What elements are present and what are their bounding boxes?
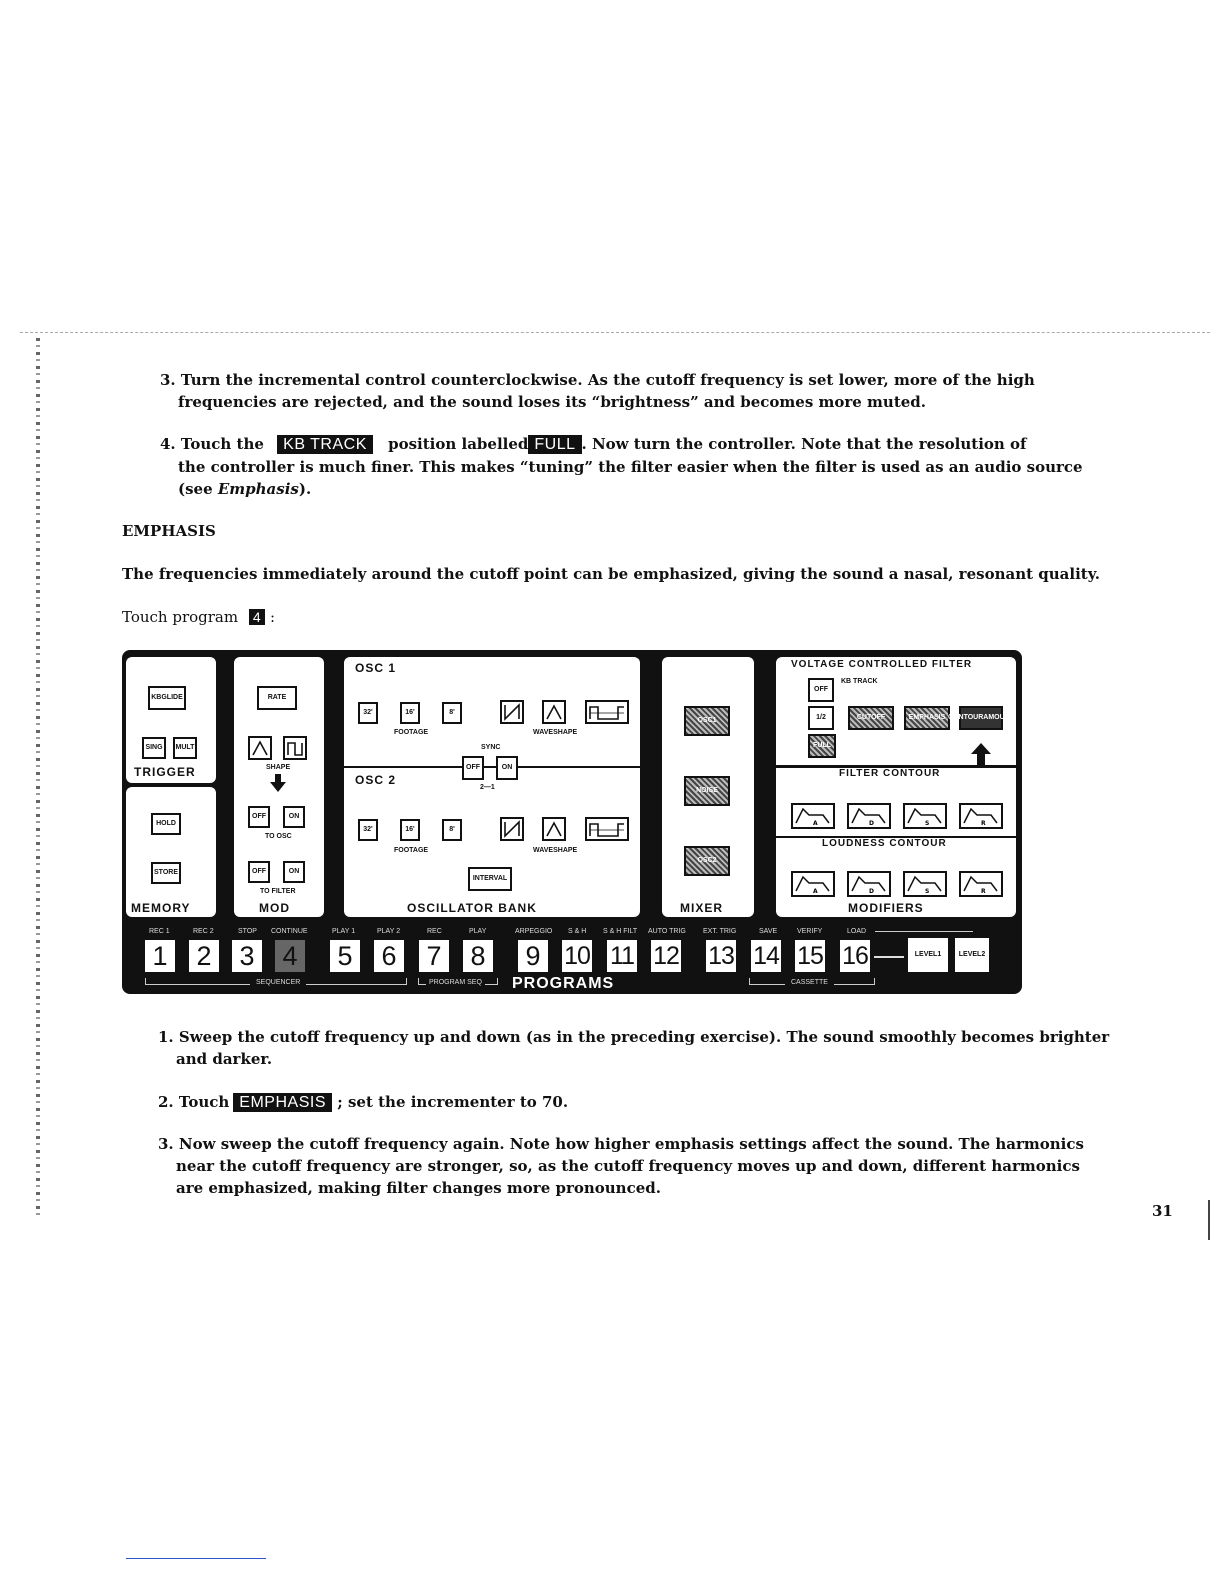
func-label: EXT. TRIG	[703, 928, 737, 935]
arrow-down-icon	[270, 774, 286, 796]
section-heading: EMPHASIS	[122, 522, 216, 540]
interval-button[interactable]: INTERVAL	[468, 867, 512, 891]
step-3-top	[160, 369, 1035, 413]
step-text: and darker.	[176, 1050, 273, 1068]
emphasis-button[interactable]: EMPHASIS	[904, 706, 950, 730]
mixer-title: MIXER	[680, 901, 724, 915]
osc2-footage-label: FOOTAGE	[394, 847, 429, 854]
square-shape-button[interactable]	[283, 736, 307, 760]
kb-track-full-button[interactable]: FULL	[808, 734, 836, 758]
func-label: PLAY 2	[377, 928, 401, 935]
envelope-icon	[849, 805, 889, 827]
shape-label: SHAPE	[266, 764, 291, 771]
to-filter-label: TO FILTER	[260, 888, 296, 895]
filter-sustain-button[interactable]	[903, 803, 947, 829]
kb-track-label: KB TRACK	[841, 678, 878, 685]
kb-glide-button[interactable]: KB GLIDE	[148, 686, 186, 710]
osc1-title: OSC 1	[355, 661, 397, 675]
func-label: VERIFY	[797, 928, 823, 935]
program-key-4[interactable]: 4	[275, 940, 305, 972]
program-key-15[interactable]: 15	[795, 940, 825, 972]
filter-release-button[interactable]	[959, 803, 1003, 829]
envelope-icon	[793, 873, 833, 895]
svg-text:S: S	[925, 888, 930, 895]
step-text: (see	[178, 480, 218, 498]
mod-to-filter-off-button[interactable]: OFF	[248, 861, 270, 883]
program-key-10[interactable]: 10	[562, 940, 592, 972]
sync-label: SYNC	[481, 744, 501, 751]
program-seq-label: PROGRAM SEQ	[426, 979, 485, 986]
filter-decay-button[interactable]	[847, 803, 891, 829]
mod-to-osc-off-button[interactable]: OFF	[248, 806, 270, 828]
step-number: 4.	[160, 435, 176, 453]
mod-to-osc-on-button[interactable]: ON	[283, 806, 305, 828]
step-text: position labelled	[388, 435, 529, 453]
mixer-osc2-button[interactable]: OSC2	[684, 846, 730, 876]
envelope-icon	[905, 805, 945, 827]
modifiers-title: MODIFIERS	[848, 901, 924, 915]
kb-track-half-button[interactable]: 1/2	[808, 706, 834, 730]
step-4-top	[160, 433, 1083, 500]
emphasis-reference: Emphasis	[217, 480, 299, 498]
step-text: . Now turn the controller. Note that the resolution of	[581, 435, 1027, 453]
level-2-button[interactable]: LEVEL 2	[955, 938, 989, 972]
sync-off-button[interactable]: OFF	[462, 756, 484, 780]
svg-text:R: R	[981, 820, 986, 827]
func-label: REC 2	[193, 928, 214, 935]
func-label: S & H	[568, 928, 587, 935]
osc2-sawtooth-button[interactable]	[500, 817, 524, 841]
touch-program-colon: :	[269, 608, 276, 626]
sequencer-label: SEQUENCER	[250, 979, 306, 986]
osc2-32ft-button[interactable]: 32'	[358, 819, 378, 841]
step-text: ).	[298, 480, 312, 498]
sync-ratio-label: 2—1	[480, 784, 495, 791]
sync-on-button[interactable]: ON	[496, 756, 518, 780]
step-text: the controller is much finer. This makes “tuning” the filter easier when the filter is used as an audio source	[178, 458, 1083, 476]
program-key-12[interactable]: 12	[651, 940, 681, 972]
program-key-3[interactable]: 3	[232, 940, 262, 972]
pulse-wave-icon	[588, 820, 626, 838]
full-key: FULL	[528, 435, 581, 454]
osc2-pulse-button[interactable]	[585, 817, 629, 841]
step-2-bottom	[158, 1091, 568, 1114]
step-text: are emphasized, making filter changes more pronounced.	[176, 1179, 661, 1197]
osc1-16ft-button[interactable]: 16'	[400, 702, 420, 724]
osc1-8ft-button[interactable]: 8'	[442, 702, 462, 724]
step-number: 3.	[160, 371, 176, 389]
svg-text:S: S	[925, 820, 930, 827]
loudness-decay-button[interactable]	[847, 871, 891, 897]
triangle-wave-icon	[251, 739, 269, 757]
osc1-pulse-button[interactable]	[585, 700, 629, 724]
osc1-32ft-button[interactable]: 32'	[358, 702, 378, 724]
program-key-9[interactable]: 9	[518, 940, 548, 972]
envelope-icon	[961, 873, 1001, 895]
step-3-bottom	[158, 1133, 1084, 1199]
osc-divider	[344, 766, 640, 768]
touch-program-text: Touch program	[122, 608, 239, 626]
step-number: 1.	[158, 1028, 174, 1046]
envelope-icon	[849, 873, 889, 895]
triangle-wave-icon	[545, 703, 563, 721]
program-key-6[interactable]: 6	[374, 940, 404, 972]
func-label: STOP	[238, 928, 257, 935]
program-key-13[interactable]: 13	[706, 940, 736, 972]
func-label: ARPEGGIO	[515, 928, 553, 935]
step-text: Touch the	[180, 435, 264, 453]
step-text: frequencies are rejected, and the sound loses its “brightness” and becomes more muted.	[178, 393, 927, 411]
step-text: Touch	[178, 1093, 230, 1111]
program-key-11[interactable]: 11	[607, 940, 637, 972]
cassette-label: CASSETTE	[785, 979, 834, 986]
svg-text:A: A	[813, 820, 818, 827]
func-label: LOAD	[847, 928, 867, 935]
step-text: Sweep the cutoff frequency up and down (as in the preceding exercise). The sound smoothly becomes brighter	[178, 1028, 1110, 1046]
filter-attack-button[interactable]	[791, 803, 835, 829]
sawtooth-wave-icon	[503, 703, 521, 721]
contour-amount-button[interactable]: CONTOUR AMOUNT	[959, 706, 1003, 730]
filter-contour-title: FILTER CONTOUR	[839, 768, 941, 779]
program-4-key: 4	[249, 609, 265, 625]
envelope-icon	[905, 873, 945, 895]
memory-title: MEMORY	[131, 901, 191, 915]
loudness-contour-title: LOUDNESS CONTOUR	[822, 838, 947, 849]
osc2-title: OSC 2	[355, 773, 397, 787]
program-key-5[interactable]: 5	[330, 940, 360, 972]
osc1-waveshape-label: WAVESHAPE	[533, 729, 578, 736]
program-key-2[interactable]: 2	[189, 940, 219, 972]
kb-track-key: KB TRACK	[277, 435, 373, 454]
scan-binding-edge	[36, 338, 40, 1218]
memory-section	[126, 787, 216, 917]
envelope-icon	[793, 805, 833, 827]
triangle-wave-icon	[545, 820, 563, 838]
mixer-osc1-button[interactable]: OSC1	[684, 706, 730, 736]
osc2-8ft-button[interactable]: 8'	[442, 819, 462, 841]
program-key-7[interactable]: 7	[419, 940, 449, 972]
osc1-sawtooth-button[interactable]	[500, 700, 524, 724]
osc1-footage-label: FOOTAGE	[394, 729, 429, 736]
step-text: ; set the incrementer to 70.	[337, 1093, 569, 1111]
touch-program-line	[122, 606, 275, 628]
hold-button[interactable]: HOLD	[151, 813, 181, 835]
osc2-waveshape-label: WAVESHAPE	[533, 847, 578, 854]
page-number: 31	[1152, 1202, 1173, 1220]
footer-link-line	[126, 1558, 266, 1559]
svg-text:R: R	[981, 888, 986, 895]
program-key-8[interactable]: 8	[463, 940, 493, 972]
triangle-shape-button[interactable]	[248, 736, 272, 760]
step-text: Turn the incremental control counterclockwise. As the cutoff frequency is set lower, more of the high	[180, 371, 1035, 389]
programs-title: PROGRAMS	[512, 975, 615, 992]
svg-text:D: D	[869, 820, 874, 827]
step-1-bottom	[158, 1026, 1109, 1070]
pulse-wave-icon	[588, 703, 626, 721]
scan-right-mark	[1208, 1200, 1210, 1240]
step-number: 2.	[158, 1093, 174, 1111]
level-arrow-line	[874, 956, 904, 958]
sing-trigger-button[interactable]: SING	[142, 737, 166, 759]
program-key-16[interactable]: 16	[840, 940, 870, 972]
osc2-triangle-button[interactable]	[542, 817, 566, 841]
rate-button[interactable]: RATE	[257, 686, 297, 710]
program-key-1[interactable]: 1	[145, 940, 175, 972]
cutoff-button[interactable]: CUTOFF	[848, 706, 894, 730]
loudness-release-button[interactable]	[959, 871, 1003, 897]
loudness-attack-button[interactable]	[791, 871, 835, 897]
func-label: REC	[427, 928, 442, 935]
program-key-14[interactable]: 14	[751, 940, 781, 972]
func-label: AUTO TRIG	[648, 928, 686, 935]
mult-trigger-button[interactable]: MULT	[173, 737, 197, 759]
intro-paragraph: The frequencies immediately around the cutoff point can be emphasized, giving the sound a nasal, resonant quality.	[122, 565, 1100, 583]
oscillator-bank-title: OSCILLATOR BANK	[407, 901, 537, 915]
step-number: 3.	[158, 1135, 174, 1153]
svg-text:D: D	[869, 888, 874, 895]
emphasis-key: EMPHASIS	[233, 1093, 332, 1112]
mod-title: MOD	[259, 901, 290, 915]
kb-track-off-button[interactable]: OFF	[808, 678, 834, 702]
step-text: Now sweep the cutoff frequency again. Note how higher emphasis settings affect the sound. The harmonics	[178, 1135, 1084, 1153]
func-label: PLAY	[469, 928, 487, 935]
func-label: PLAY 1	[332, 928, 356, 935]
vcf-title: VOLTAGE CONTROLLED FILTER	[791, 659, 973, 670]
func-label: REC 1	[149, 928, 170, 935]
loudness-sustain-button[interactable]	[903, 871, 947, 897]
osc1-triangle-button[interactable]	[542, 700, 566, 724]
osc2-16ft-button[interactable]: 16'	[400, 819, 420, 841]
envelope-icon	[961, 805, 1001, 827]
func-label: SAVE	[759, 928, 778, 935]
level-1-button[interactable]: LEVEL 1	[908, 938, 948, 972]
to-osc-label: TO OSC	[265, 833, 292, 840]
load-arrow-line	[875, 931, 973, 932]
mod-to-filter-on-button[interactable]: ON	[283, 861, 305, 883]
arrow-up-icon	[971, 743, 991, 769]
func-label: CONTINUE	[271, 928, 308, 935]
step-text: near the cutoff frequency are stronger, so, as the cutoff frequency moves up and down, different harmonics	[176, 1157, 1080, 1175]
square-wave-icon	[286, 739, 304, 757]
svg-text:A: A	[813, 888, 818, 895]
scan-top-rule	[20, 332, 1210, 333]
trigger-title: TRIGGER	[134, 765, 196, 779]
store-button[interactable]: STORE	[151, 862, 181, 884]
sawtooth-wave-icon	[503, 820, 521, 838]
mixer-noise-button[interactable]: NOISE	[684, 776, 730, 806]
func-label: S & H FILT	[603, 928, 638, 935]
